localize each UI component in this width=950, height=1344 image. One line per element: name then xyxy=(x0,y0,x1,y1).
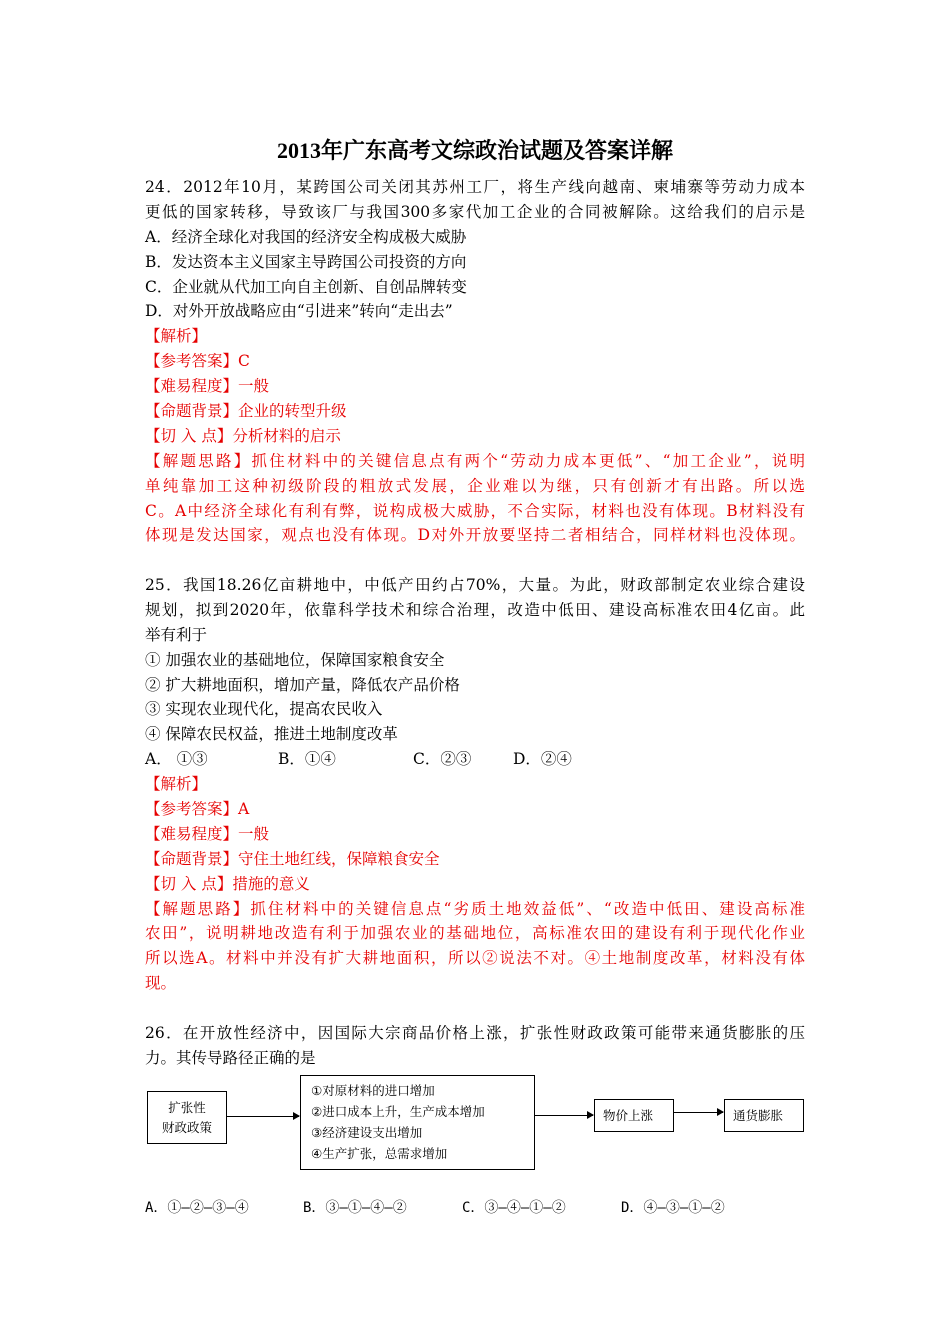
diagram-text: 扩张性 xyxy=(168,1100,206,1115)
analysis-line: 【切 入 点】分析材料的启示 xyxy=(145,426,341,445)
question-26 xyxy=(145,1021,805,1071)
diagram-box-inflation: 通货膨胀 xyxy=(724,1099,804,1132)
analysis-line: 【命题背景】守住土地红线，保障粮食安全 xyxy=(145,849,440,868)
reasoning-line: 【解题思路】抓住材料中的关键信息点“劣质土地效益低”、“改造中低田、建设高标准 xyxy=(145,899,805,918)
diagram-text: ③经济建设支出增加 xyxy=(311,1125,423,1140)
diagram-text: ④生产扩张，总需求增加 xyxy=(311,1146,448,1161)
option-line: D．对外开放战略应由“引进来”转向“走出去” xyxy=(145,302,453,321)
question-stem-line: 25．我国18.26亿亩耕地中，中低产田约占70%，大量。为此，财政部制定农业综合建设 xyxy=(145,576,805,594)
item-line: ③ 实现农业现代化，提高农民收入 xyxy=(145,700,383,719)
question-stem-line: 举有利于 xyxy=(145,625,208,644)
analysis-line: 【解析】 xyxy=(145,327,208,346)
diagram-box-middle xyxy=(300,1075,535,1170)
choice-a[interactable]: A． ①③ xyxy=(145,750,208,769)
arrow-icon xyxy=(227,1116,299,1117)
option-line: B．发达资本主义国家主导跨国公司投资的方向 xyxy=(145,252,467,271)
reasoning-line: 所以选A。材料中并没有扩大耕地面积，所以②说法不对。④土地制度改革，材料没有体 xyxy=(145,949,805,968)
arrow-icon xyxy=(535,1115,593,1116)
choice-b[interactable]: B．③—①—④—② xyxy=(303,1200,407,1216)
choice-a[interactable]: A．①—②—③—④ xyxy=(145,1200,249,1216)
question-stem-line: 规划，拟到2020年，依靠科学技术和综合治理，改造中低田、建设高标准农田4亿亩。此 xyxy=(145,600,805,619)
choice-d[interactable]: D．④—③—①—② xyxy=(621,1200,725,1216)
diagram-text: 财政政策 xyxy=(161,1120,212,1135)
question-stem-line: 力。其传导路径正确的是 xyxy=(145,1048,316,1067)
question-stem-line: 26．在开放性经济中，因国际大宗商品价格上涨，扩张性财政政策可能带来通货膨胀的压 xyxy=(145,1024,805,1042)
analysis-line: 【参考答案】C xyxy=(145,352,250,371)
analysis-line: 【命题背景】企业的转型升级 xyxy=(145,402,347,421)
option-line: A．经济全球化对我国的经济安全构成极大威胁 xyxy=(145,227,467,246)
arrow-icon xyxy=(674,1112,723,1113)
choice-c[interactable]: C．③—④—①—② xyxy=(462,1200,566,1216)
choice-b[interactable]: B．①④ xyxy=(278,750,336,769)
reasoning-line: 体现是发达国家，观点也没有体现。D对外开放要坚持二者相结合，同样材料也没体现。 xyxy=(145,526,805,545)
choice-c[interactable]: C．②③ xyxy=(413,750,472,769)
analysis-line: 【难易程度】一般 xyxy=(145,377,270,396)
analysis-line: 【解析】 xyxy=(145,775,208,794)
choice-d[interactable]: D．②④ xyxy=(513,750,572,769)
question-stem-line: 24．2012年10月，某跨国公司关闭其苏州工厂，将生产线向越南、柬埔寨等劳动力成本 xyxy=(145,178,805,196)
document-title: 2013年广东高考文综政治试题及答案详解 xyxy=(276,138,673,163)
diagram-box-start xyxy=(147,1091,227,1144)
item-line: ④ 保障农民权益，推进土地制度改革 xyxy=(145,725,398,744)
analysis-line: 【难易程度】一般 xyxy=(145,824,270,843)
diagram-box-price-rise: 物价上涨 xyxy=(594,1099,674,1132)
option-line: C．企业就从代加工向自主创新、自创品牌转变 xyxy=(145,277,467,296)
question-24 xyxy=(145,175,805,548)
q25-choices xyxy=(145,747,805,772)
question-25 xyxy=(145,573,805,996)
analysis-line: 【参考答案】A xyxy=(145,800,250,819)
diagram-text: ①对原材料的进口增加 xyxy=(311,1083,435,1098)
question-stem-line: 更低的国家转移，导致该厂与我国300多家代加工企业的合同被解除。这给我们的启示是 xyxy=(145,202,805,221)
item-line: ① 加强农业的基础地位，保障国家粮食安全 xyxy=(145,650,445,669)
reasoning-line: 单纯靠加工这种初级阶段的粗放式发展，企业难以为继，只有创新才有出路。所以选 xyxy=(145,476,805,495)
reasoning-line: 【解题思路】抓住材料中的关键信息点有两个“劳动力成本更低”、“加工企业”，说明 xyxy=(145,451,805,470)
reasoning-line: 现。 xyxy=(145,974,177,993)
analysis-line: 【切 入 点】措施的意义 xyxy=(145,874,310,893)
reasoning-line: C。A中经济全球化有利有弊，说构成极大威胁，不合实际，材料也没有体现。B材料没有 xyxy=(145,501,805,520)
diagram-text: ②进口成本上升，生产成本增加 xyxy=(311,1104,485,1119)
item-line: ② 扩大耕地面积，增加产量，降低农产品价格 xyxy=(145,675,460,694)
reasoning-line: 农田”，说明耕地改造有利于加强农业的基础地位，高标准农田的建设有利于现代化作业 xyxy=(145,924,805,943)
